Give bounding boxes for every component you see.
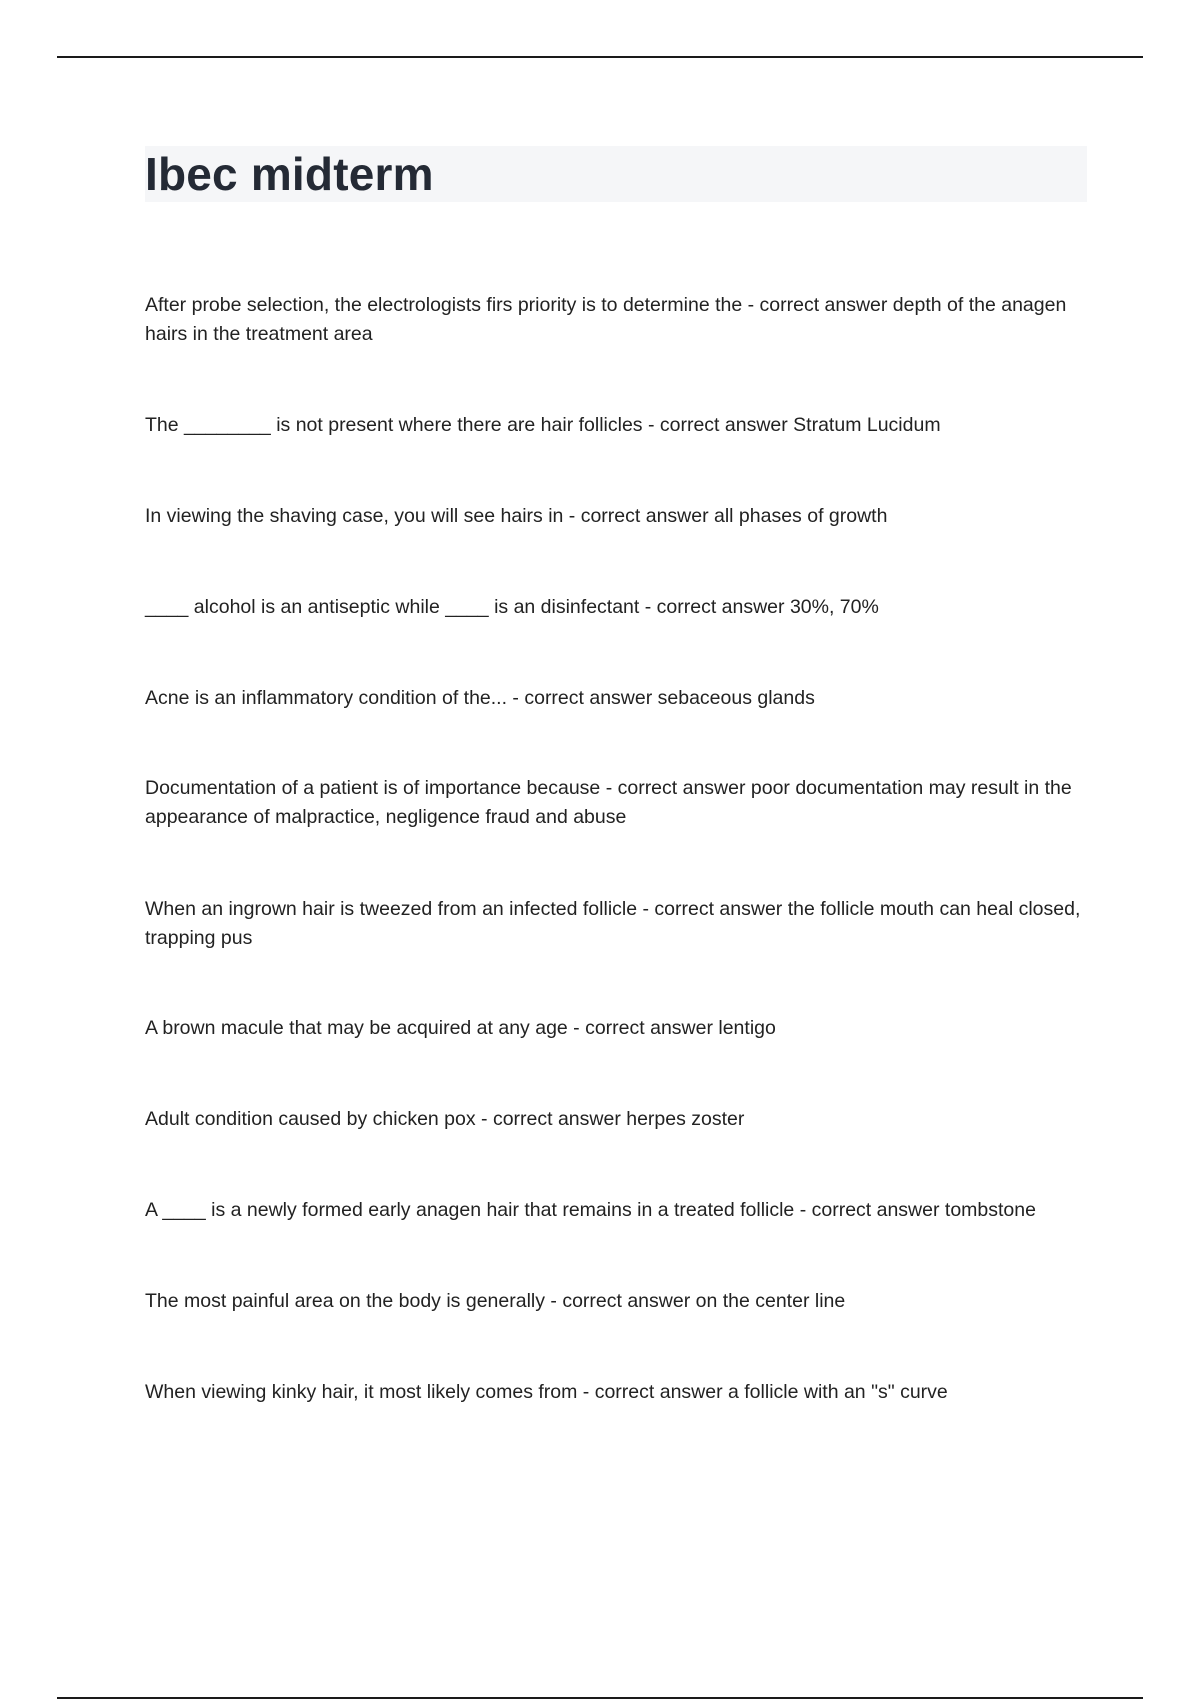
footer-rule (57, 1697, 1143, 1699)
qa-item-4: ____ alcohol is an antiseptic while ____ is an disinfectant - correct answer 30%, 70% (145, 596, 879, 618)
qa-item-9: Adult condition caused by chicken pox - correct answer herpes zoster (145, 1108, 745, 1130)
qa-item-10: A ____ is a newly formed early anagen hair that remains in a treated follicle - correct answer tombstone (145, 1199, 1036, 1221)
qa-item-5: Acne is an inflammatory condition of the... - correct answer sebaceous glands (145, 687, 815, 709)
header-rule (57, 56, 1143, 58)
qa-item-3: In viewing the shaving case, you will see hairs in - correct answer all phases of growth (145, 505, 888, 527)
qa-item-11: The most painful area on the body is generally - correct answer on the center line (145, 1290, 846, 1312)
qa-item-6: Documentation of a patient is of importance because - correct answer poor documentation may result in the appearance of malpractice, negligence fraud and abuse (145, 777, 1072, 828)
qa-item-7: When an ingrown hair is tweezed from an infected follicle - correct answer the follicle mouth can heal closed, trapping pus (145, 898, 1081, 949)
qa-item-12: When viewing kinky hair, it most likely comes from - correct answer a follicle with an "s" curve (145, 1381, 948, 1403)
qa-item-2: The ________ is not present where there are hair follicles - correct answer Stratum Lucidum (145, 414, 941, 436)
qa-item-1: After probe selection, the electrologists firs priority is to determine the - correct answer depth of the anagen hairs in the treatment area (145, 294, 1067, 345)
qa-item-8: A brown macule that may be acquired at any age - correct answer lentigo (145, 1017, 776, 1039)
document-title: Ibec midterm (145, 148, 434, 200)
